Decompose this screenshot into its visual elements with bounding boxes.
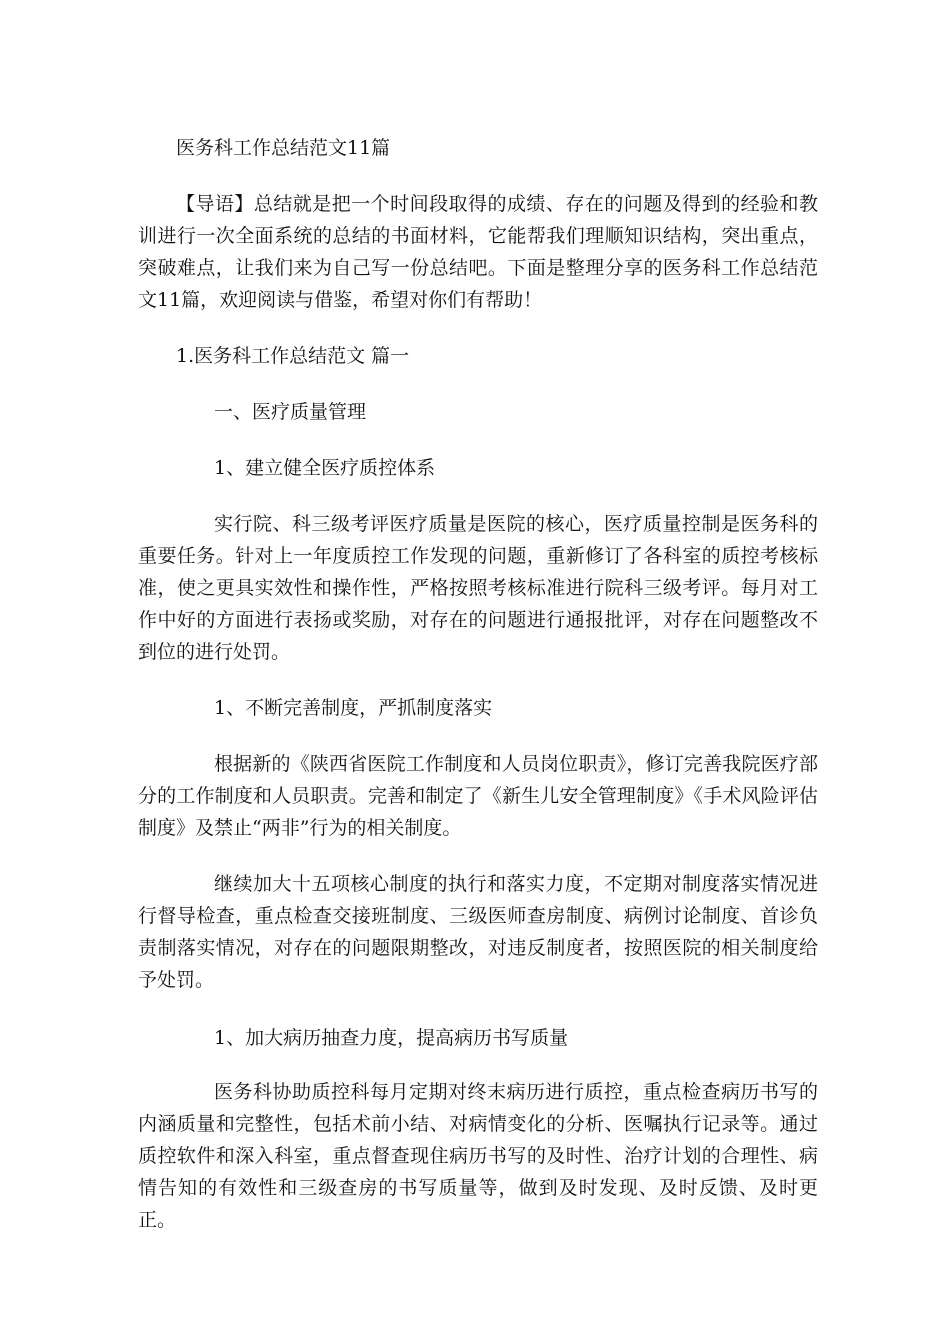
subsection-heading-1: 1、建立健全医疗质控体系 [214,457,436,479]
subsection-heading-3: 1、加大病历抽查力度，提高病历书写质量 [214,1027,569,1049]
section-title: 1.医务科工作总结范文 篇一 [176,345,410,367]
part-heading: 一、医疗质量管理 [214,401,367,423]
subsection-body-2b: 继续加大十五项核心制度的执行和落实力度，不定期对制度落实情况进行督导检查，重点检查交接班制度、三级医师查房制度、病例讨论制度、首诊负责制落实情况，对存在的问题限期整改，对违反制度者，按照医院的相关制度给予处罚。 [138,873,818,991]
intro-paragraph: 【导语】总结就是把一个时间段取得的成绩、存在的问题及得到的经验和教训进行一次全面系统的总结的书面材料，它能帮我们理顺知识结构，突出重点，突破难点，让我们来为自己写一份总结吧。下面是整理分享的医务科工作总结范文11篇，欢迎阅读与借鉴，希望对你们有帮助！ [138,193,818,311]
subsection-body-1: 实行院、科三级考评医疗质量是医院的核心，医疗质量控制是医务科的重要任务。针对上一年度质控工作发现的问题，重新修订了各科室的质控考核标准，使之更具实效性和操作性，严格按照考核标准进行院科三级考评。每月对工作中好的方面进行表扬或奖励，对存在的问题进行通报批评，对存在问题整改不到位的进行处罚。 [138,513,818,663]
document-title: 医务科工作总结范文11篇 [176,137,391,159]
subsection-body-3: 医务科协助质控科每月定期对终末病历进行质控，重点检查病历书写的内涵质量和完整性，包括术前小结、对病情变化的分析、医嘱执行记录等。通过质控软件和深入科室，重点督查现住病历书写的及时性、治疗计划的合理性、病情告知的有效性和三级查房的书写质量等，做到及时发现、及时反馈、及时更正。 [138,1081,818,1231]
subsection-heading-2: 1、不断完善制度，严抓制度落实 [214,697,493,719]
subsection-body-2a: 根据新的《陕西省医院工作制度和人员岗位职责》，修订完善我院医疗部分的工作制度和人员职责。完善和制定了《新生儿安全管理制度》《手术风险评估制度》及禁止“两非”行为的相关制度。 [138,753,818,839]
